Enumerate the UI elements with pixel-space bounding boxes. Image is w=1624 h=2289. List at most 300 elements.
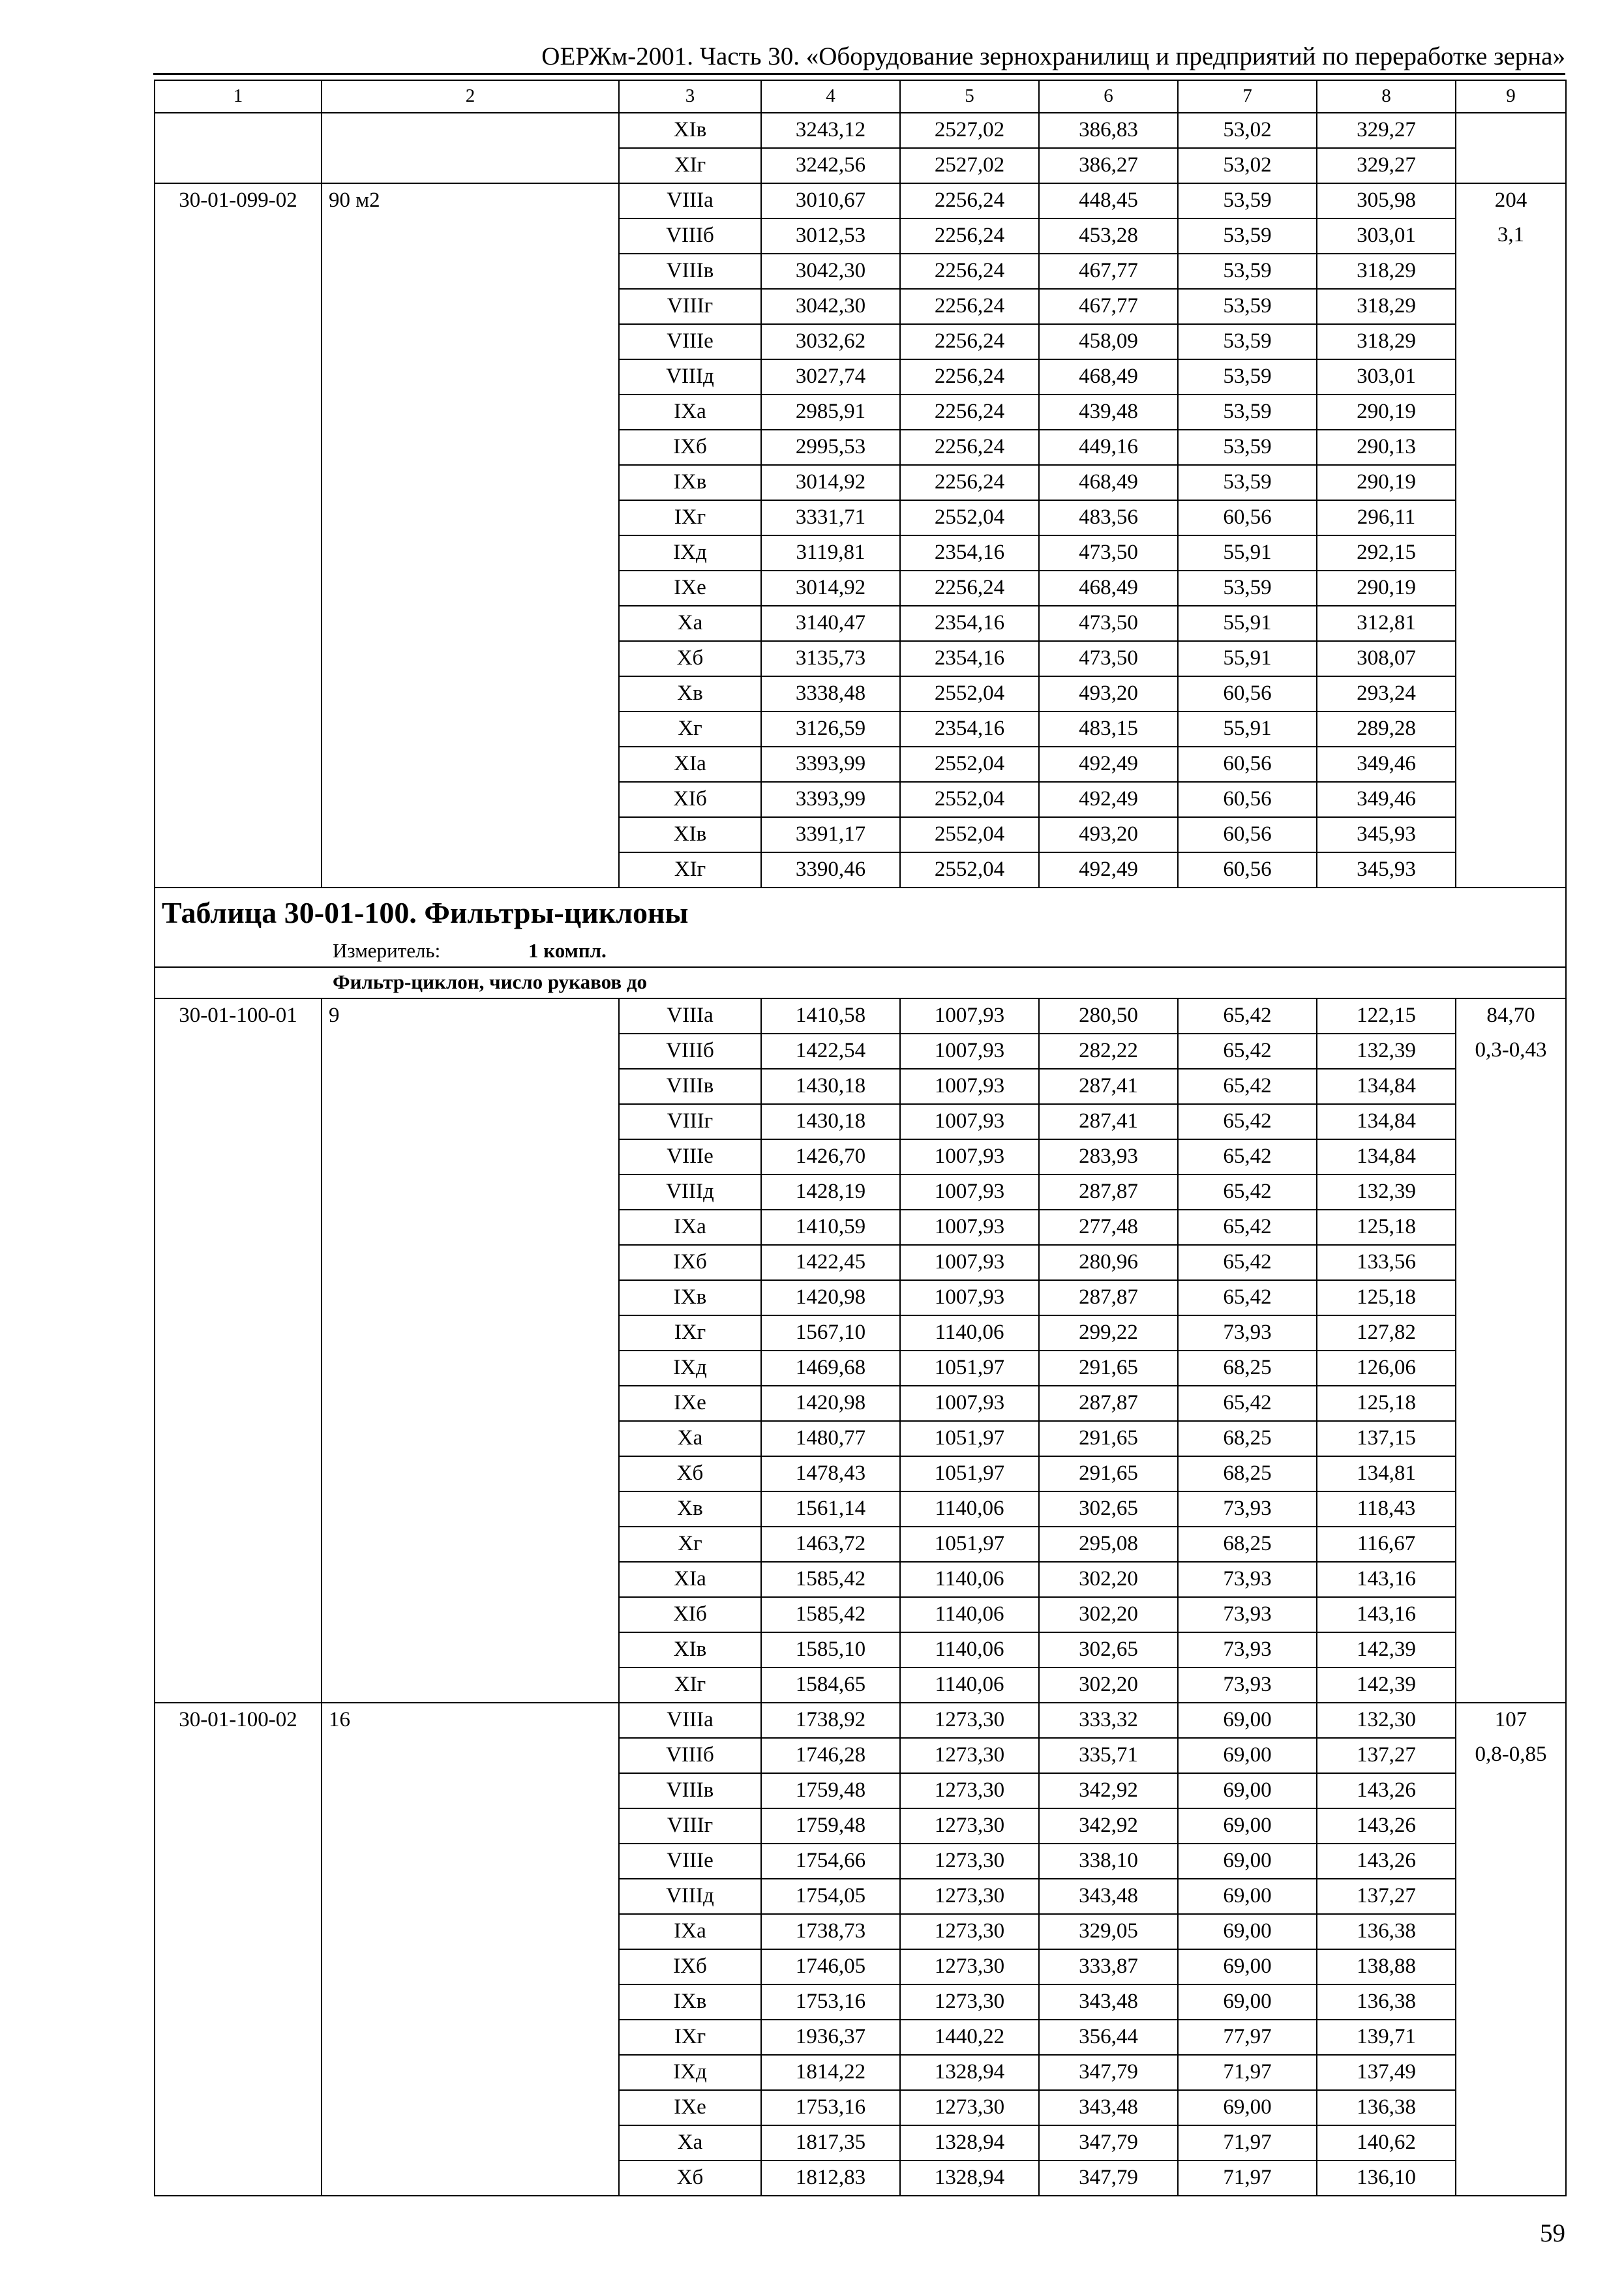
cell-name	[322, 1421, 619, 1456]
column-number: 9	[1456, 80, 1566, 113]
cell-code	[155, 1597, 322, 1632]
cell-value: 2256,24	[900, 183, 1039, 218]
cell-code	[155, 641, 322, 676]
cell-value: 1007,93	[900, 1069, 1039, 1104]
cell-value: 65,42	[1178, 1034, 1317, 1069]
cell-value: 449,16	[1039, 430, 1178, 465]
cell-name	[322, 1738, 619, 1773]
table-row	[155, 2020, 1566, 2055]
cell-value: 1273,30	[900, 1949, 1039, 1984]
cell-code	[155, 1351, 322, 1386]
cell-name	[322, 324, 619, 359]
cell-value: 3393,99	[761, 782, 900, 817]
table-row	[155, 535, 1566, 571]
cell-value: 143,26	[1317, 1844, 1456, 1879]
cell-code	[155, 430, 322, 465]
cell-value: 137,15	[1317, 1421, 1456, 1456]
cell-value: 69,00	[1178, 1984, 1317, 2020]
cell-value: 290,13	[1317, 430, 1456, 465]
cell-value: 134,84	[1317, 1069, 1456, 1104]
cell-col9	[1456, 641, 1566, 676]
table-row	[155, 324, 1566, 359]
cell-zone: IXг	[619, 500, 761, 535]
cell-value: 282,22	[1039, 1034, 1178, 1069]
cell-value: 73,93	[1178, 1315, 1317, 1351]
cell-col9	[1456, 1351, 1566, 1386]
cell-col9	[1456, 1844, 1566, 1879]
cell-value: 308,07	[1317, 641, 1456, 676]
cell-col9: 0,8-0,85	[1456, 1738, 1566, 1773]
cell-value: 136,38	[1317, 2090, 1456, 2125]
cell-col9	[1456, 1808, 1566, 1844]
cell-zone: Xг	[619, 711, 761, 747]
cell-code	[155, 2125, 322, 2161]
table-row	[155, 1949, 1566, 1984]
cell-zone: VIIIд	[619, 359, 761, 395]
cell-value: 1007,93	[900, 998, 1039, 1034]
cell-value: 1759,48	[761, 1773, 900, 1808]
cell-col9	[1456, 1632, 1566, 1668]
cell-name	[322, 1844, 619, 1879]
cell-col9	[1456, 571, 1566, 606]
table-row	[155, 1421, 1566, 1456]
cell-col9	[1456, 148, 1566, 183]
cell-value: 335,71	[1039, 1738, 1178, 1773]
cell-value: 302,20	[1039, 1668, 1178, 1703]
cell-value: 125,18	[1317, 1386, 1456, 1421]
cell-value: 1140,06	[900, 1597, 1039, 1632]
cell-name	[322, 148, 619, 183]
cell-value: 55,91	[1178, 535, 1317, 571]
cell-name	[322, 1034, 619, 1069]
table-row	[155, 1738, 1566, 1773]
cell-name	[322, 782, 619, 817]
table-row	[155, 571, 1566, 606]
cell-value: 2354,16	[900, 606, 1039, 641]
table-row	[155, 1245, 1566, 1280]
cell-value: 1430,18	[761, 1069, 900, 1104]
cell-value: 343,48	[1039, 1879, 1178, 1914]
cell-value: 467,77	[1039, 254, 1178, 289]
table-row	[155, 998, 1566, 1034]
cell-value: 65,42	[1178, 1139, 1317, 1174]
cell-zone: IXв	[619, 1984, 761, 2020]
cell-value: 2354,16	[900, 535, 1039, 571]
table-row	[155, 852, 1566, 888]
cell-value: 2552,04	[900, 500, 1039, 535]
cell-value: 53,59	[1178, 395, 1317, 430]
table-row	[155, 1668, 1566, 1703]
cell-value: 132,39	[1317, 1034, 1456, 1069]
cell-value: 345,93	[1317, 817, 1456, 852]
table-row	[155, 218, 1566, 254]
cell-name	[322, 1668, 619, 1703]
cell-zone: IXд	[619, 1351, 761, 1386]
cell-code	[155, 1808, 322, 1844]
cell-value: 60,56	[1178, 782, 1317, 817]
cell-value: 1328,94	[900, 2055, 1039, 2090]
cell-value: 71,97	[1178, 2055, 1317, 2090]
cell-code	[155, 148, 322, 183]
cell-name	[322, 676, 619, 711]
cell-col9	[1456, 289, 1566, 324]
cell-value: 3393,99	[761, 747, 900, 782]
cell-zone: IXв	[619, 1280, 761, 1315]
table-row	[155, 359, 1566, 395]
cell-value: 2985,91	[761, 395, 900, 430]
cell-code	[155, 218, 322, 254]
cell-value: 68,25	[1178, 1527, 1317, 1562]
cell-value: 1754,05	[761, 1879, 900, 1914]
table-row	[155, 1527, 1566, 1562]
cell-value: 1738,73	[761, 1914, 900, 1949]
cell-value: 1420,98	[761, 1386, 900, 1421]
cell-name: 9	[322, 998, 619, 1034]
cell-value: 132,39	[1317, 1174, 1456, 1210]
cell-value: 65,42	[1178, 1104, 1317, 1139]
cell-value: 342,92	[1039, 1773, 1178, 1808]
cell-value: 1754,66	[761, 1844, 900, 1879]
cell-col9	[1456, 2161, 1566, 2196]
table-row	[155, 817, 1566, 852]
cell-name	[322, 641, 619, 676]
cell-value: 338,10	[1039, 1844, 1178, 1879]
cell-value: 1273,30	[900, 1844, 1039, 1879]
cell-value: 53,59	[1178, 359, 1317, 395]
cell-name	[322, 1456, 619, 1491]
cell-value: 468,49	[1039, 571, 1178, 606]
cell-value: 493,20	[1039, 676, 1178, 711]
cell-value: 1051,97	[900, 1527, 1039, 1562]
table-row	[155, 465, 1566, 500]
cell-value: 1430,18	[761, 1104, 900, 1139]
cell-value: 69,00	[1178, 1773, 1317, 1808]
cell-col9	[1456, 1949, 1566, 1984]
cell-value: 287,87	[1039, 1280, 1178, 1315]
cell-zone: VIIIб	[619, 1034, 761, 1069]
cell-value: 3135,73	[761, 641, 900, 676]
cell-value: 467,77	[1039, 289, 1178, 324]
cell-code	[155, 535, 322, 571]
cell-name	[322, 254, 619, 289]
table-row	[155, 1491, 1566, 1527]
cell-value: 3391,17	[761, 817, 900, 852]
cell-zone: IXе	[619, 571, 761, 606]
cell-value: 3042,30	[761, 254, 900, 289]
cell-value: 53,59	[1178, 571, 1317, 606]
cell-value: 142,39	[1317, 1668, 1456, 1703]
column-number: 8	[1317, 80, 1456, 113]
cell-zone: IXб	[619, 1949, 761, 1984]
section-header	[155, 888, 1566, 967]
cell-col9	[1456, 1245, 1566, 1280]
cell-zone: IXг	[619, 1315, 761, 1351]
cell-name	[322, 1984, 619, 2020]
cell-value: 2256,24	[900, 324, 1039, 359]
cell-value: 133,56	[1317, 1245, 1456, 1280]
cell-code: 30-01-100-01	[155, 998, 322, 1034]
cell-code	[155, 1491, 322, 1527]
table-row	[155, 711, 1566, 747]
table-row	[155, 1632, 1566, 1668]
cell-col9	[1456, 324, 1566, 359]
cell-code	[155, 1914, 322, 1949]
cell-value: 1428,19	[761, 1174, 900, 1210]
cell-code	[155, 571, 322, 606]
cell-value: 492,49	[1039, 747, 1178, 782]
cell-zone: VIIIд	[619, 1174, 761, 1210]
table-row	[155, 1914, 1566, 1949]
cell-value: 1007,93	[900, 1210, 1039, 1245]
cell-value: 1007,93	[900, 1280, 1039, 1315]
cell-zone: Xг	[619, 1527, 761, 1562]
cell-col9	[1456, 1984, 1566, 2020]
cell-value: 3242,56	[761, 148, 900, 183]
cell-value: 55,91	[1178, 711, 1317, 747]
cell-value: 356,44	[1039, 2020, 1178, 2055]
cell-value: 295,08	[1039, 1527, 1178, 1562]
cell-col9	[1456, 1280, 1566, 1315]
cell-value: 2552,04	[900, 852, 1039, 888]
cell-value: 349,46	[1317, 747, 1456, 782]
cell-value: 69,00	[1178, 1738, 1317, 1773]
cell-value: 1007,93	[900, 1245, 1039, 1280]
cell-value: 1051,97	[900, 1456, 1039, 1491]
cell-value: 73,93	[1178, 1597, 1317, 1632]
cell-value: 1140,06	[900, 1315, 1039, 1351]
cell-value: 65,42	[1178, 998, 1317, 1034]
cell-zone: Xа	[619, 1421, 761, 1456]
cell-zone: IXв	[619, 465, 761, 500]
cell-value: 1753,16	[761, 2090, 900, 2125]
cell-zone: VIIIд	[619, 1879, 761, 1914]
cell-value: 127,82	[1317, 1315, 1456, 1351]
cell-value: 293,24	[1317, 676, 1456, 711]
cell-value: 2527,02	[900, 148, 1039, 183]
cell-value: 69,00	[1178, 1808, 1317, 1844]
cell-value: 3390,46	[761, 852, 900, 888]
table-row	[155, 1034, 1566, 1069]
cell-value: 136,38	[1317, 1984, 1456, 2020]
cell-value: 1746,28	[761, 1738, 900, 1773]
section-title: Таблица 30-01-100. Фильтры-циклоны	[162, 896, 689, 929]
cell-value: 1410,59	[761, 1210, 900, 1245]
cell-value: 303,01	[1317, 218, 1456, 254]
cell-col9	[1456, 1421, 1566, 1456]
cell-name	[322, 1773, 619, 1808]
cell-value: 1567,10	[761, 1315, 900, 1351]
cell-value: 65,42	[1178, 1280, 1317, 1315]
cell-value: 137,49	[1317, 2055, 1456, 2090]
column-number: 1	[155, 80, 322, 113]
cell-zone: XIа	[619, 1562, 761, 1597]
cell-col9: 84,70	[1456, 998, 1566, 1034]
cell-value: 53,59	[1178, 183, 1317, 218]
cell-value: 134,84	[1317, 1139, 1456, 1174]
cell-value: 318,29	[1317, 289, 1456, 324]
table-row	[155, 1456, 1566, 1491]
cell-name	[322, 1351, 619, 1386]
cell-value: 349,46	[1317, 782, 1456, 817]
cell-value: 318,29	[1317, 324, 1456, 359]
cell-value: 65,42	[1178, 1245, 1317, 1280]
cell-value: 138,88	[1317, 1949, 1456, 1984]
table-body	[155, 80, 1566, 2196]
cell-code	[155, 2161, 322, 2196]
cell-code	[155, 113, 322, 148]
cell-value: 53,59	[1178, 324, 1317, 359]
cell-value: 134,84	[1317, 1104, 1456, 1139]
cell-value: 1051,97	[900, 1421, 1039, 1456]
cell-value: 77,97	[1178, 2020, 1317, 2055]
cell-code	[155, 817, 322, 852]
cell-value: 386,83	[1039, 113, 1178, 148]
cell-value: 1140,06	[900, 1668, 1039, 1703]
cell-value: 3126,59	[761, 711, 900, 747]
cell-code	[155, 1421, 322, 1456]
cell-col9	[1456, 395, 1566, 430]
cell-value: 69,00	[1178, 1844, 1317, 1879]
table-row	[155, 1879, 1566, 1914]
table-row	[155, 148, 1566, 183]
cell-value: 1051,97	[900, 1351, 1039, 1386]
cell-value: 1328,94	[900, 2161, 1039, 2196]
cell-value: 2256,24	[900, 571, 1039, 606]
cell-value: 1140,06	[900, 1632, 1039, 1668]
cell-zone: XIг	[619, 852, 761, 888]
cell-code	[155, 1844, 322, 1879]
cell-code	[155, 1879, 322, 1914]
cell-col9	[1456, 1773, 1566, 1808]
cell-zone: IXа	[619, 1210, 761, 1245]
cell-name	[322, 395, 619, 430]
table-row	[155, 1315, 1566, 1351]
cell-zone: IXа	[619, 1914, 761, 1949]
cell-value: 439,48	[1039, 395, 1178, 430]
cell-value: 483,56	[1039, 500, 1178, 535]
cell-name	[322, 289, 619, 324]
table-row	[155, 1808, 1566, 1844]
cell-col9	[1456, 1456, 1566, 1491]
cell-zone: Xб	[619, 641, 761, 676]
cell-name	[322, 1315, 619, 1351]
cell-name	[322, 711, 619, 747]
cell-code	[155, 606, 322, 641]
cell-value: 277,48	[1039, 1210, 1178, 1245]
column-number: 3	[619, 80, 761, 113]
cell-col9	[1456, 1668, 1566, 1703]
cell-name	[322, 1808, 619, 1844]
cell-col9	[1456, 606, 1566, 641]
cell-value: 1584,65	[761, 1668, 900, 1703]
cell-code	[155, 711, 322, 747]
cell-value: 347,79	[1039, 2055, 1178, 2090]
cell-name	[322, 1174, 619, 1210]
cell-name	[322, 571, 619, 606]
cell-col9	[1456, 1069, 1566, 1104]
cell-value: 71,97	[1178, 2161, 1317, 2196]
cell-zone: VIIIе	[619, 1139, 761, 1174]
cell-value: 3331,71	[761, 500, 900, 535]
cell-value: 3027,74	[761, 359, 900, 395]
cell-value: 1007,93	[900, 1139, 1039, 1174]
cell-value: 2354,16	[900, 641, 1039, 676]
cell-value: 65,42	[1178, 1210, 1317, 1245]
cell-code	[155, 1104, 322, 1139]
cell-value: 1273,30	[900, 1738, 1039, 1773]
cell-code: 30-01-100-02	[155, 1703, 322, 1738]
cell-code	[155, 2090, 322, 2125]
cell-name	[322, 2020, 619, 2055]
cell-value: 1140,06	[900, 1491, 1039, 1527]
cell-zone: XIв	[619, 1632, 761, 1668]
cell-value: 1007,93	[900, 1386, 1039, 1421]
cell-value: 329,27	[1317, 113, 1456, 148]
cell-value: 53,59	[1178, 218, 1317, 254]
cell-value: 1273,30	[900, 1879, 1039, 1914]
cell-col9	[1456, 1914, 1566, 1949]
cell-value: 1812,83	[761, 2161, 900, 2196]
cell-value: 118,43	[1317, 1491, 1456, 1527]
cell-value: 1420,98	[761, 1280, 900, 1315]
cell-value: 71,97	[1178, 2125, 1317, 2161]
table-row	[155, 1562, 1566, 1597]
cell-value: 468,49	[1039, 465, 1178, 500]
cell-col9	[1456, 1210, 1566, 1245]
cell-value: 60,56	[1178, 676, 1317, 711]
cell-value: 1273,30	[900, 1773, 1039, 1808]
cell-col9	[1456, 782, 1566, 817]
cell-value: 1585,42	[761, 1597, 900, 1632]
cell-name	[322, 1949, 619, 1984]
cell-code	[155, 747, 322, 782]
cell-zone: VIIIг	[619, 289, 761, 324]
cell-name: 90 м2	[322, 183, 619, 218]
cell-zone: IXб	[619, 430, 761, 465]
cell-code	[155, 1386, 322, 1421]
cell-value: 2256,24	[900, 289, 1039, 324]
cell-zone: Xа	[619, 606, 761, 641]
cell-zone: VIIIа	[619, 183, 761, 218]
page-header: ОЕРЖм-2001. Часть 30. «Оборудование зернохранилищ и предприятий по переработке зерна»	[541, 42, 1565, 70]
table-row	[155, 430, 1566, 465]
cell-name	[322, 500, 619, 535]
cell-value: 1140,06	[900, 1562, 1039, 1597]
cell-value: 69,00	[1178, 2090, 1317, 2125]
cell-value: 1585,10	[761, 1632, 900, 1668]
table-row	[155, 641, 1566, 676]
table-row	[155, 606, 1566, 641]
cell-value: 302,65	[1039, 1491, 1178, 1527]
cell-code	[155, 254, 322, 289]
cell-zone: VIIIа	[619, 1703, 761, 1738]
cell-value: 1273,30	[900, 1703, 1039, 1738]
cell-value: 3014,92	[761, 571, 900, 606]
cell-value: 453,28	[1039, 218, 1178, 254]
cell-col9	[1456, 1315, 1566, 1351]
cell-value: 53,59	[1178, 289, 1317, 324]
cell-col9	[1456, 2125, 1566, 2161]
cell-value: 1936,37	[761, 2020, 900, 2055]
table-row	[155, 2161, 1566, 2196]
cell-name	[322, 1139, 619, 1174]
cell-value: 136,10	[1317, 2161, 1456, 2196]
cell-code	[155, 1139, 322, 1174]
cell-value: 2995,53	[761, 430, 900, 465]
column-number: 5	[900, 80, 1039, 113]
cell-value: 3032,62	[761, 324, 900, 359]
cell-name	[322, 1597, 619, 1632]
